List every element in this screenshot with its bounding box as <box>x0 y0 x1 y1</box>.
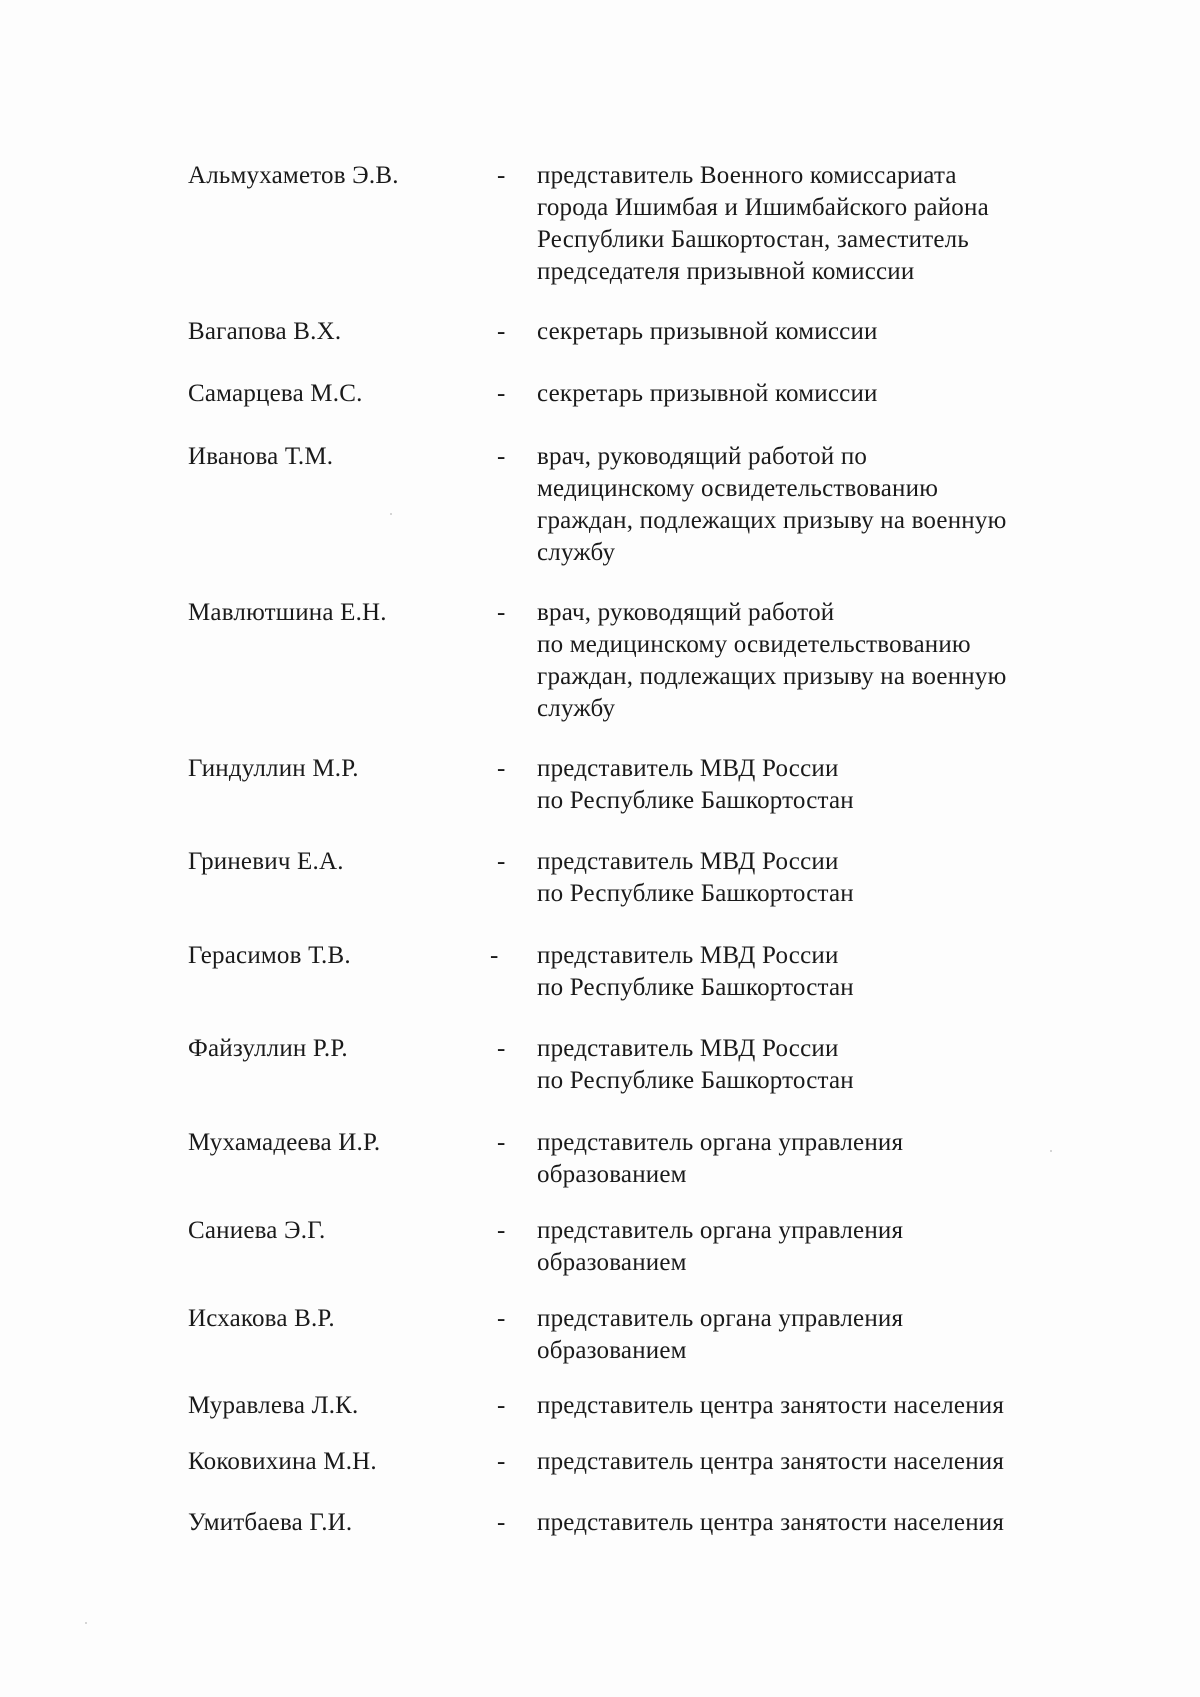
member-dash: - <box>490 942 499 969</box>
member-name: Гиндуллин М.Р. <box>188 755 359 782</box>
member-role: представитель органа управления образованием <box>537 1305 904 1364</box>
member-name: Мухамадеева И.Р. <box>188 1129 381 1156</box>
member-dash: - <box>497 380 506 407</box>
member-role: представитель центра занятости населения <box>537 1448 1005 1475</box>
member-role: представитель центра занятости населения <box>537 1392 1005 1419</box>
member-name: Альмухаметов Э.В. <box>188 162 399 189</box>
scan-speck <box>85 1622 87 1624</box>
member-name: Гриневич Е.А. <box>188 848 344 875</box>
member-dash: - <box>497 1392 506 1419</box>
member-role: представитель органа управления образованием <box>537 1129 904 1188</box>
member-dash: - <box>497 599 506 626</box>
scan-speck <box>390 513 392 515</box>
member-dash: - <box>497 1217 506 1244</box>
member-dash: - <box>497 848 506 875</box>
member-name: Исхакова В.Р. <box>188 1305 335 1332</box>
member-name: Мавлютшина Е.Н. <box>188 599 387 626</box>
member-dash: - <box>497 755 506 782</box>
member-dash: - <box>497 1448 506 1475</box>
member-role: врач, руководящий работой по медицинскому освидетельствованию граждан, подлежащих призыву на военную службу <box>537 599 1007 722</box>
member-name: Коковихина М.Н. <box>188 1448 377 1475</box>
member-name: Муравлева Л.К. <box>188 1392 359 1419</box>
scan-speck <box>1050 1150 1052 1152</box>
member-name: Герасимов Т.В. <box>188 942 351 969</box>
member-role: секретарь призывной комиссии <box>537 380 878 407</box>
member-name: Файзуллин Р.Р. <box>188 1035 348 1062</box>
member-role: врач, руководящий работой по медицинскому освидетельствованию граждан, подлежащих призыву на военную службу <box>537 443 1007 566</box>
member-dash: - <box>497 443 506 470</box>
member-role: представитель органа управления образованием <box>537 1217 904 1276</box>
member-role: представитель Военного комиссариата города Ишимбая и Ишимбайского района Республики Башкортостан, заместитель председателя призывной комиссии <box>537 162 989 285</box>
member-dash: - <box>497 1035 506 1062</box>
member-dash: - <box>497 1509 506 1536</box>
member-dash: - <box>497 162 506 189</box>
member-name: Саниева Э.Г. <box>188 1217 326 1244</box>
member-role: представитель центра занятости населения <box>537 1509 1005 1536</box>
member-role: представитель МВД России по Республике Башкортостан <box>537 848 854 907</box>
member-role: представитель МВД России по Республике Башкортостан <box>537 1035 854 1094</box>
member-name: Вагапова В.Х. <box>188 318 342 345</box>
member-dash: - <box>497 1305 506 1332</box>
member-name: Иванова Т.М. <box>188 443 334 470</box>
member-role: представитель МВД России по Республике Башкортостан <box>537 755 854 814</box>
member-name: Самарцева М.С. <box>188 380 363 407</box>
member-dash: - <box>497 318 506 345</box>
member-name: Умитбаева Г.И. <box>188 1509 353 1536</box>
member-dash: - <box>497 1129 506 1156</box>
member-role: секретарь призывной комиссии <box>537 318 878 345</box>
member-role: представитель МВД России по Республике Башкортостан <box>537 942 854 1001</box>
